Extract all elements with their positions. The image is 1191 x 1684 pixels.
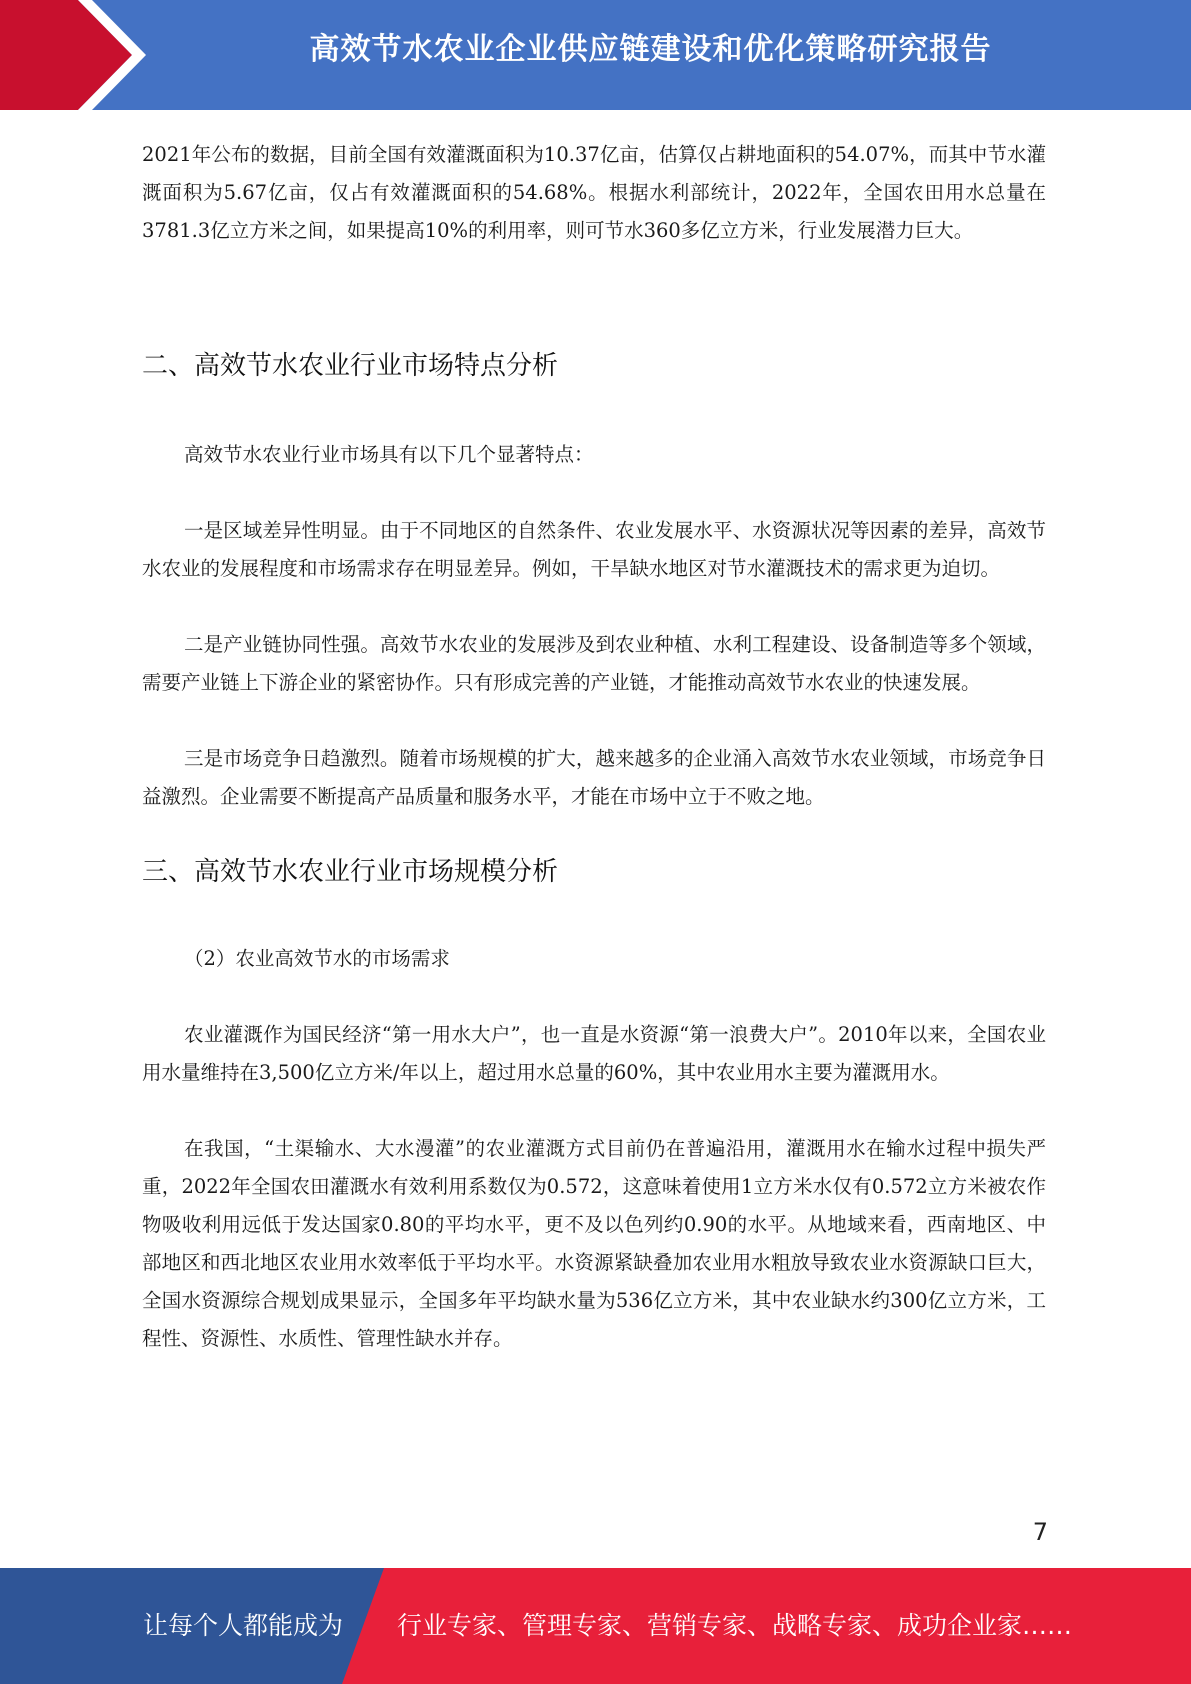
irrigation-water-use-paragraph: 农业灌溉作为国民经济“第一用水大户”，也一直是水资源“第一浪费大户”。2010年以来，全国农业用水量维持在3,500亿立方米/年以上，超过用水总量的60%，其中农业用水主要为灌溉用水。 — [142, 1023, 1046, 1084]
subsection-heading-market-demand: （2）农业高效节水的市场需求 — [184, 947, 450, 970]
page-footer — [0, 1568, 1191, 1684]
section-heading-market-size: 三、高效节水农业行业市场规模分析 — [142, 857, 559, 887]
irrigation-efficiency-paragraph: 在我国，“土渠输水、大水漫灌”的农业灌溉方式目前仍在普遍沿用，灌溉用水在输水过程中损失严重，2022年全国农田灌溉水有效利用系数仅为0.572，这意味着使用1立方米水仅有0.572立方米被农作物吸收利用远低于发达国家0.80的平均水平，更不及以色列约0.90的水平。从地域来看，西南地区、中部地区和西北地区农业用水效率低于平均水平。水资源紧缺叠加农业用水粗放导致农业水资源缺口巨大，全国水资源综合规划成果显示，全国多年平均缺水量为536亿立方米，其中农业缺水约300亿立方米，工程性、资源性、水质性、管理性缺水并存。 — [142, 1137, 1046, 1350]
page-content — [142, 136, 1046, 1358]
report-title: 高效节水农业企业供应链建设和优化策略研究报告 — [309, 32, 992, 67]
section-heading-market-characteristics: 二、高效节水农业行业市场特点分析 — [142, 351, 559, 381]
page-header — [0, 0, 1191, 110]
footer-slogan-right: 行业专家、管理专家、营销专家、战略专家、成功企业家…… — [397, 1611, 1073, 1640]
point-industry-chain: 二是产业链协同性强。高效节水农业的发展涉及到农业种植、水利工程建设、设备制造等多个领域，需要产业链上下游企业的紧密协作。只有形成完善的产业链，才能推动高效节水农业的快速发展。 — [142, 633, 1046, 694]
footer-slogan-left: 让每个人都能成为 — [143, 1611, 344, 1640]
section2-lead-paragraph: 高效节水农业行业市场具有以下几个显著特点： — [184, 443, 594, 466]
point-regional-difference: 一是区域差异性明显。由于不同地区的自然条件、农业发展水平、水资源状况等因素的差异，高效节水农业的发展程度和市场需求存在明显差异。例如，干旱缺水地区对节水灌溉技术的需求更为迫切。 — [142, 519, 1046, 580]
page-number: 7 — [1032, 1518, 1048, 1546]
header-chevron-decoration — [0, 0, 160, 110]
intro-paragraph: 2021年公布的数据，目前全国有效灌溉面积为10.37亿亩，估算仅占耕地面积的54.07%，而其中节水灌溉面积为5.67亿亩，仅占有效灌溉面积的54.68%。根据水利部统计，2022年，全国农田用水总量在3781.3亿立方米之间，如果提高10%的利用率，则可节水360多亿立方米，行业发展潜力巨大。 — [142, 143, 1046, 242]
point-market-competition: 三是市场竞争日趋激烈。随着市场规模的扩大，越来越多的企业涌入高效节水农业领域，市场竞争日益激烈。企业需要不断提高产品质量和服务水平，才能在市场中立于不败之地。 — [142, 747, 1046, 808]
